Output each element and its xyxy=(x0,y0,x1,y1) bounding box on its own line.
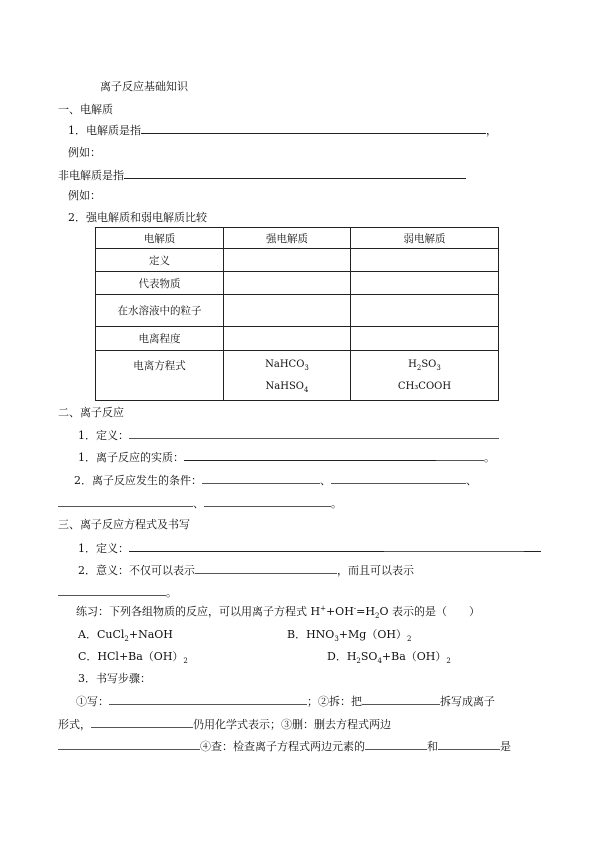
non-electrolyte-label: 非电解质是指 xyxy=(58,169,124,182)
electrolyte-definition-label: 1．电解质是指 xyxy=(68,124,141,137)
definition-blank[interactable] xyxy=(129,427,499,439)
condition-blank-1[interactable] xyxy=(202,472,320,484)
equation-definition-blank[interactable] xyxy=(129,540,384,552)
option-c[interactable]: C．$HCl+Ba(OH)_2$ xyxy=(78,650,188,666)
header-electrolyte: 电解质 xyxy=(96,228,224,249)
option-a[interactable]: A．CuCl$_2$+NaOH xyxy=(78,628,173,644)
conditions-label: 2．离子反应发生的条件： xyxy=(74,474,202,487)
row-label-definition: 定义 xyxy=(96,249,224,272)
step-line-2 xyxy=(58,716,391,733)
example-label-1: 例如： xyxy=(68,146,101,159)
delete-blank[interactable] xyxy=(58,738,200,750)
separator: 、 xyxy=(193,497,204,510)
split-label: ；②拆：把 xyxy=(307,695,362,708)
cell-blank[interactable] xyxy=(351,327,499,351)
condition-blank-4[interactable] xyxy=(204,495,331,507)
non-electrolyte-blank[interactable] xyxy=(124,167,466,179)
conditions-line-2 xyxy=(58,495,342,512)
period: 。 xyxy=(166,586,177,599)
write-label: ①写： xyxy=(76,695,109,708)
equation-definition-blank-3[interactable] xyxy=(524,540,541,552)
electrolyte-definition-line xyxy=(68,122,497,139)
delete-label: 仍用化学式表示；③删：删去方程式两边 xyxy=(193,718,391,731)
strong-examples-cell xyxy=(224,351,351,401)
electrolyte-definition-blank[interactable] xyxy=(141,122,486,134)
h2so3: $H_2SO_3$ xyxy=(408,358,441,372)
meaning-label: 2．意义：不仅可以表示 xyxy=(78,564,195,577)
practice-question: 练习：下列各组物质的反应，可以用离子方程式 $H^++OH^-=H_2O$ 表示的是（ ） xyxy=(76,604,480,621)
step-line-3 xyxy=(58,738,511,755)
cell-blank[interactable] xyxy=(351,295,499,327)
form-label: 形式， xyxy=(58,718,91,731)
equation-definition-line xyxy=(78,540,541,557)
page-title: 离子反应基础知识 xyxy=(100,80,188,93)
cell-blank[interactable] xyxy=(224,327,351,351)
ch3cooh: CH₃COOH xyxy=(397,380,452,392)
header-weak: 弱电解质 xyxy=(351,228,499,249)
comparison-heading: 2．强电解质和弱电解质比较 xyxy=(68,211,207,224)
row-label-particles: 在水溶液中的粒子 xyxy=(96,295,224,327)
comma: ， xyxy=(486,124,497,137)
header-strong: 强电解质 xyxy=(224,228,351,249)
meaning-blank-1[interactable] xyxy=(195,562,337,574)
definition-label: 1．定义： xyxy=(78,429,129,442)
cell-blank[interactable] xyxy=(224,272,351,295)
check-label: ④查：检查离子方程式两边元素的 xyxy=(200,740,365,753)
is-label: 是 xyxy=(500,740,511,753)
write-blank[interactable] xyxy=(109,693,307,705)
separator: 、 xyxy=(320,474,331,487)
check-blank-1[interactable] xyxy=(365,738,427,750)
non-electrolyte-line xyxy=(58,167,466,184)
cell-blank[interactable] xyxy=(351,272,499,295)
essence-blank-2[interactable] xyxy=(436,449,484,461)
weak-examples-cell xyxy=(351,351,499,401)
formula-blank[interactable] xyxy=(91,716,193,728)
table-row xyxy=(96,295,499,327)
option-b[interactable]: B．$HNO_3+Mg(OH)_2$ xyxy=(287,628,412,644)
meaning-line xyxy=(78,562,414,579)
steps-heading: 3．书写步骤： xyxy=(78,672,151,685)
definition-label: 1．定义： xyxy=(78,542,129,555)
meaning-label-2: ，而且可以表示 xyxy=(337,564,414,577)
table-row xyxy=(96,351,499,401)
meaning-blank-2[interactable] xyxy=(58,584,166,596)
nahco3: NaHCO$_3$ xyxy=(265,358,309,372)
meaning-line-2 xyxy=(58,584,177,601)
equation-definition-blank-2[interactable] xyxy=(384,540,524,552)
cell-blank[interactable] xyxy=(224,249,351,272)
nahso4: NaHSO$_4$ xyxy=(265,380,309,394)
table-row xyxy=(96,272,499,295)
condition-blank-3[interactable] xyxy=(58,495,193,507)
period: 。 xyxy=(331,497,342,510)
and-label: 和 xyxy=(427,740,438,753)
table-row xyxy=(96,249,499,272)
check-blank-2[interactable] xyxy=(438,738,500,750)
split-blank[interactable] xyxy=(362,693,440,705)
row-label-degree: 电离程度 xyxy=(96,327,224,351)
section-3-heading: 三、离子反应方程式及书写 xyxy=(58,518,190,531)
ionic-reaction-definition-line xyxy=(78,427,499,444)
table-header-row xyxy=(96,228,499,249)
essence-line xyxy=(78,449,495,466)
essence-label: 1．离子反应的实质： xyxy=(78,451,184,464)
cell-blank[interactable] xyxy=(224,295,351,327)
row-label-equation: 电离方程式 xyxy=(96,351,224,401)
split-label-2: 拆写成离子 xyxy=(440,695,495,708)
table-row xyxy=(96,327,499,351)
essence-blank[interactable] xyxy=(184,449,436,461)
conditions-line xyxy=(74,472,477,489)
step-line-1 xyxy=(76,693,495,710)
separator: 、 xyxy=(466,474,477,487)
period: 。 xyxy=(484,451,495,464)
cell-blank[interactable] xyxy=(351,249,499,272)
option-d[interactable]: D．$H_2SO_4+Ba(OH)_2$ xyxy=(327,650,451,666)
example-label-2: 例如： xyxy=(68,189,101,202)
electrolyte-comparison-table xyxy=(95,227,499,401)
section-2-heading: 二、离子反应 xyxy=(58,406,124,419)
condition-blank-2[interactable] xyxy=(331,472,466,484)
section-1-heading: 一、电解质 xyxy=(58,103,113,116)
row-label-representative: 代表物质 xyxy=(96,272,224,295)
